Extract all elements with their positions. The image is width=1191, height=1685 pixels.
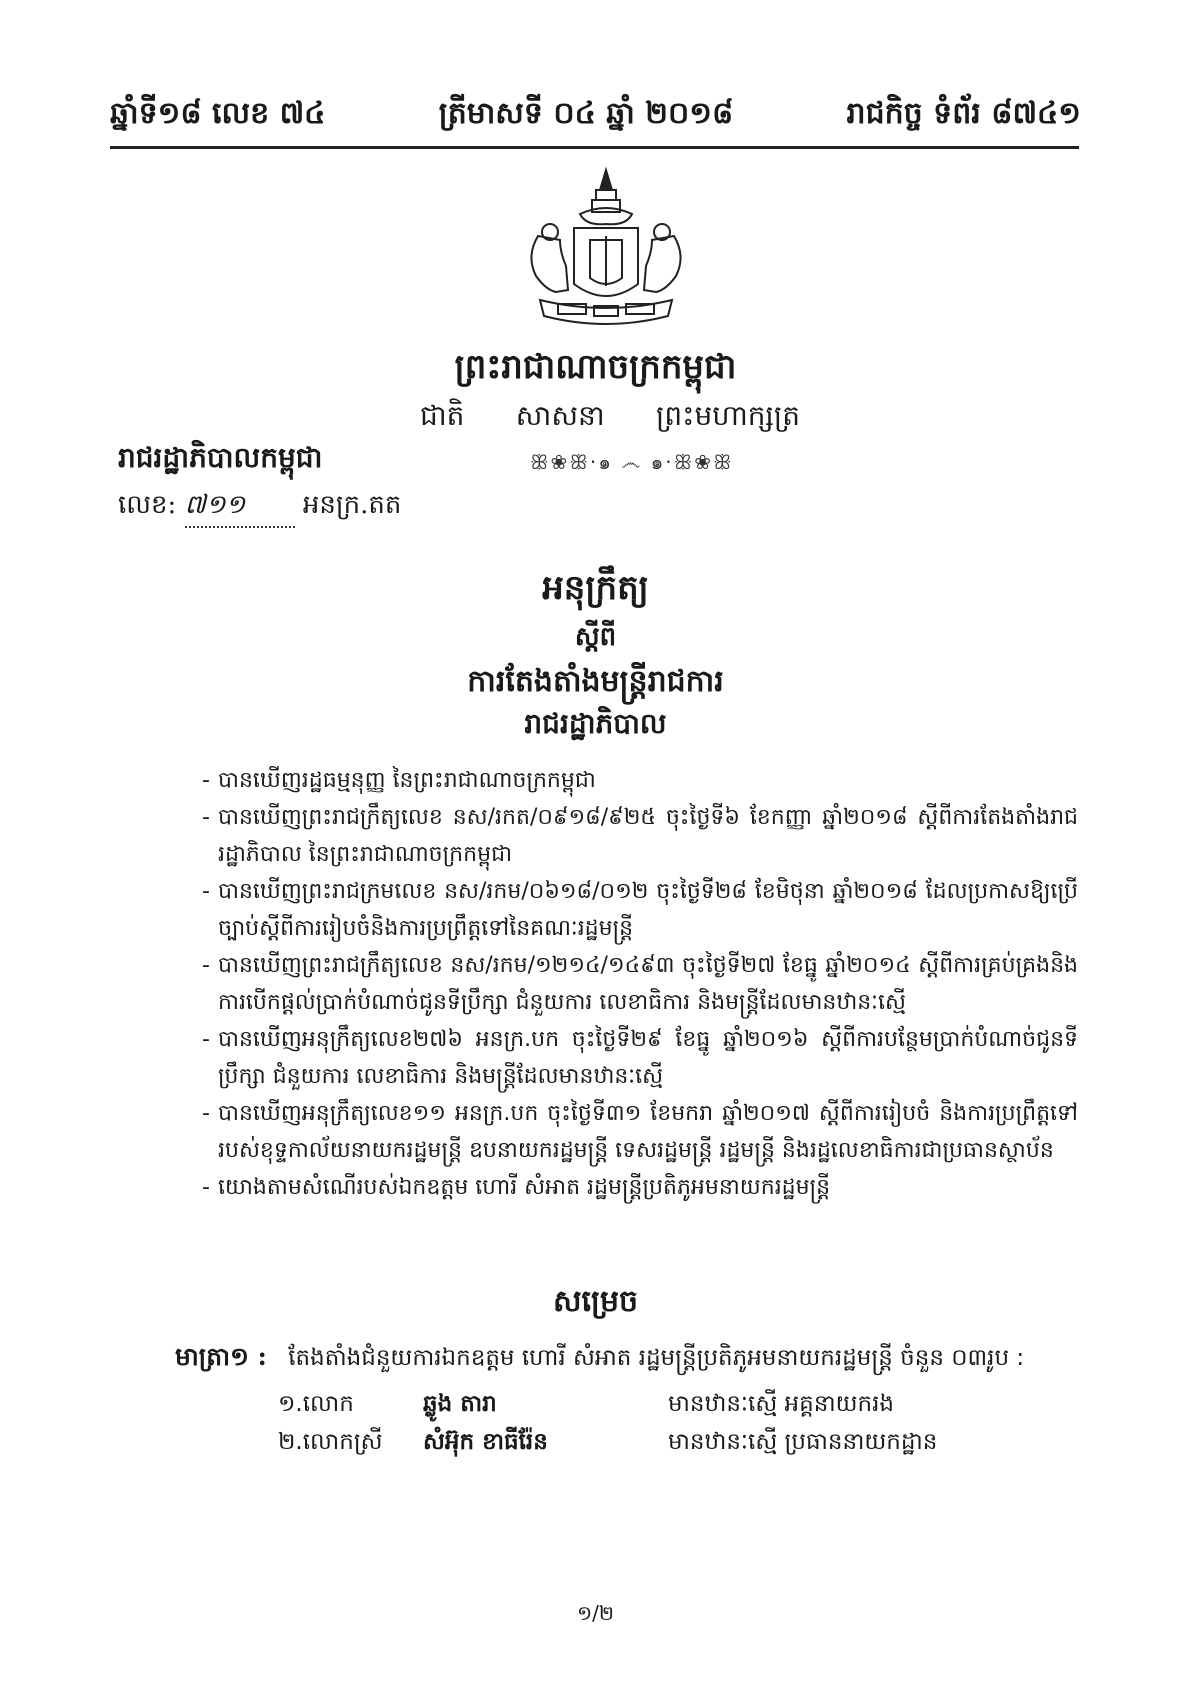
document-number-suffix: អនក្រ.តត [302,490,402,520]
considerations-list [218,762,1078,1206]
appointee-name: សំអ៊ុក ខាធីរ៉ែន [423,1428,548,1455]
appointee-index: ២.លោកស្រី [278,1429,383,1455]
appointee-row [278,1390,894,1423]
government-heading: រាជរដ្ឋាភិបាល [524,707,667,740]
gazette-date: ត្រីមាសទី ០៤ ឆ្នាំ ២០១៨ [438,96,734,131]
document-subject: ការតែងតាំងមន្ត្រីរាជការ [467,664,724,699]
consideration-item: - បានឃើញព្រះរាជក្រមលេខ នស/រកម/០៦១៨/០១២ ចុះថ្ងៃទី២៨ ខែមិថុនា ឆ្នាំ២០១៨ ដែលប្រកាសឱ្យប្រើច្បាប់ស្តីពីការរៀបចំនិងការប្រព្រឹត្តទៅនៃគណៈរដ្ឋមន្ត្រី [218,873,1078,947]
ornament-divider: ꕥ❀ꕥ·๑ ෴ ๑·ꕥ❀ꕥ [530,450,734,474]
consideration-item: - បានឃើញអនុក្រឹត្យលេខ២៧៦ អនក្រ.បក ចុះថ្ងៃទី២៩ ខែធ្នូ ឆ្នាំ២០១៦ ស្តីពីការបន្ថែមប្រាក់បំណាច់ជូនទីប្រឹក្សា ជំនួយការ លេខាធិការ និងមន្ត្រីដែលមានឋានៈស្មើ [218,1021,1078,1095]
motto-nation: ជាតិ [420,399,465,432]
issuing-authority: រាជរដ្ឋាភិបាលកម្ពុជា [118,441,323,474]
article-1 [175,1342,1024,1378]
page-number: ១/២ [576,1601,614,1625]
kingdom-name: ព្រះរាជាណាចក្រកម្ពុជា [454,347,737,387]
motto-religion: សាសនា [515,399,605,432]
document-number [118,488,401,528]
consideration-item: - បានឃើញព្រះរាជក្រឹត្យលេខ នស/រកម/១២១៤/១៤៩៣ ចុះថ្ងៃទី២៧ ខែធ្នូ ឆ្នាំ២០១៤ ស្តីពីការគ្រប់គ្រងនិងការបើកផ្តល់ប្រាក់បំណាច់ជូនទីប្រឹក្សា ជំនួយការ លេខាធិការ និងមន្ត្រីដែលមានឋានៈស្មើ [218,947,1078,1021]
consideration-item: - បានឃើញរដ្ឋធម្មនុញ្ញ នៃព្រះរាជាណាចក្រកម្ពុជា [218,762,1078,799]
document-about: ស្តីពី [574,622,617,652]
appointee-name: ឆ្លូង តារា [423,1390,497,1417]
appointee-rank: មានឋានៈស្មើ អគ្គនាយករង [668,1391,895,1417]
header-divider [110,146,1079,149]
document-number-value: ៧១១ [185,488,295,528]
appointee-row [278,1428,937,1461]
consideration-item: - យោងតាមសំណើរបស់ឯកឧត្តម ហោរី សំអាត រដ្ឋមន្ត្រីប្រតិភូអមនាយករដ្ឋមន្ត្រី [218,1169,1078,1206]
document-title: អនុក្រឹត្យ [542,568,649,608]
appointee-rank: មានឋានៈស្មើ ប្រធាននាយកដ្ឋាន [668,1429,938,1455]
decision-heading: សម្រេច [552,1284,639,1319]
motto-king: ព្រះមហាក្សត្រ [656,399,800,432]
consideration-item: - បានឃើញព្រះរាជក្រឹត្យលេខ នស/រកត/០៩១៨/៩២៥ ចុះថ្ងៃទី៦ ខែកញ្ញា ឆ្នាំ២០១៨ ស្តីពីការតែងតាំងរាជរដ្ឋាភិបាល នៃព្រះរាជាណាចក្រកម្ពុជា [218,799,1078,873]
document-number-label: លេខ: [118,490,177,520]
consideration-item: - បានឃើញអនុក្រឹត្យលេខ១១ អនក្រ.បក ចុះថ្ងៃទី៣១ ខែមករា ឆ្នាំ២០១៧ ស្តីពីការរៀបចំ និងការប្រព្រឹត្តទៅរបស់ខុទ្ទកាល័យនាយករដ្ឋមន្ត្រី ឧបនាយករដ្ឋមន្ត្រី ទេសរដ្ឋមន្ត្រី រដ្ឋមន្ត្រី និងរដ្ឋលេខាធិការជាប្រធានស្ថាប័ន [218,1095,1078,1169]
appointee-index: ១.លោក [278,1391,354,1417]
gazette-header [110,88,1081,138]
royal-coat-of-arms-icon [516,166,696,336]
gazette-page: រាជកិច្ច ទំព័រ ៨៧៤១ [846,96,1081,131]
article-1-label: មាត្រា១ : [175,1342,267,1371]
article-1-text: តែងតាំងជំនួយការឯកឧត្តម ហោរី សំអាត រដ្ឋមន្ត្រីប្រតិភូអមនាយករដ្ឋមន្ត្រី ចំនួន ០៣រូប : [288,1345,1025,1371]
national-motto [420,398,800,439]
gazette-year-issue: ឆ្នាំទី១៨ លេខ ៧៤ [110,96,326,131]
